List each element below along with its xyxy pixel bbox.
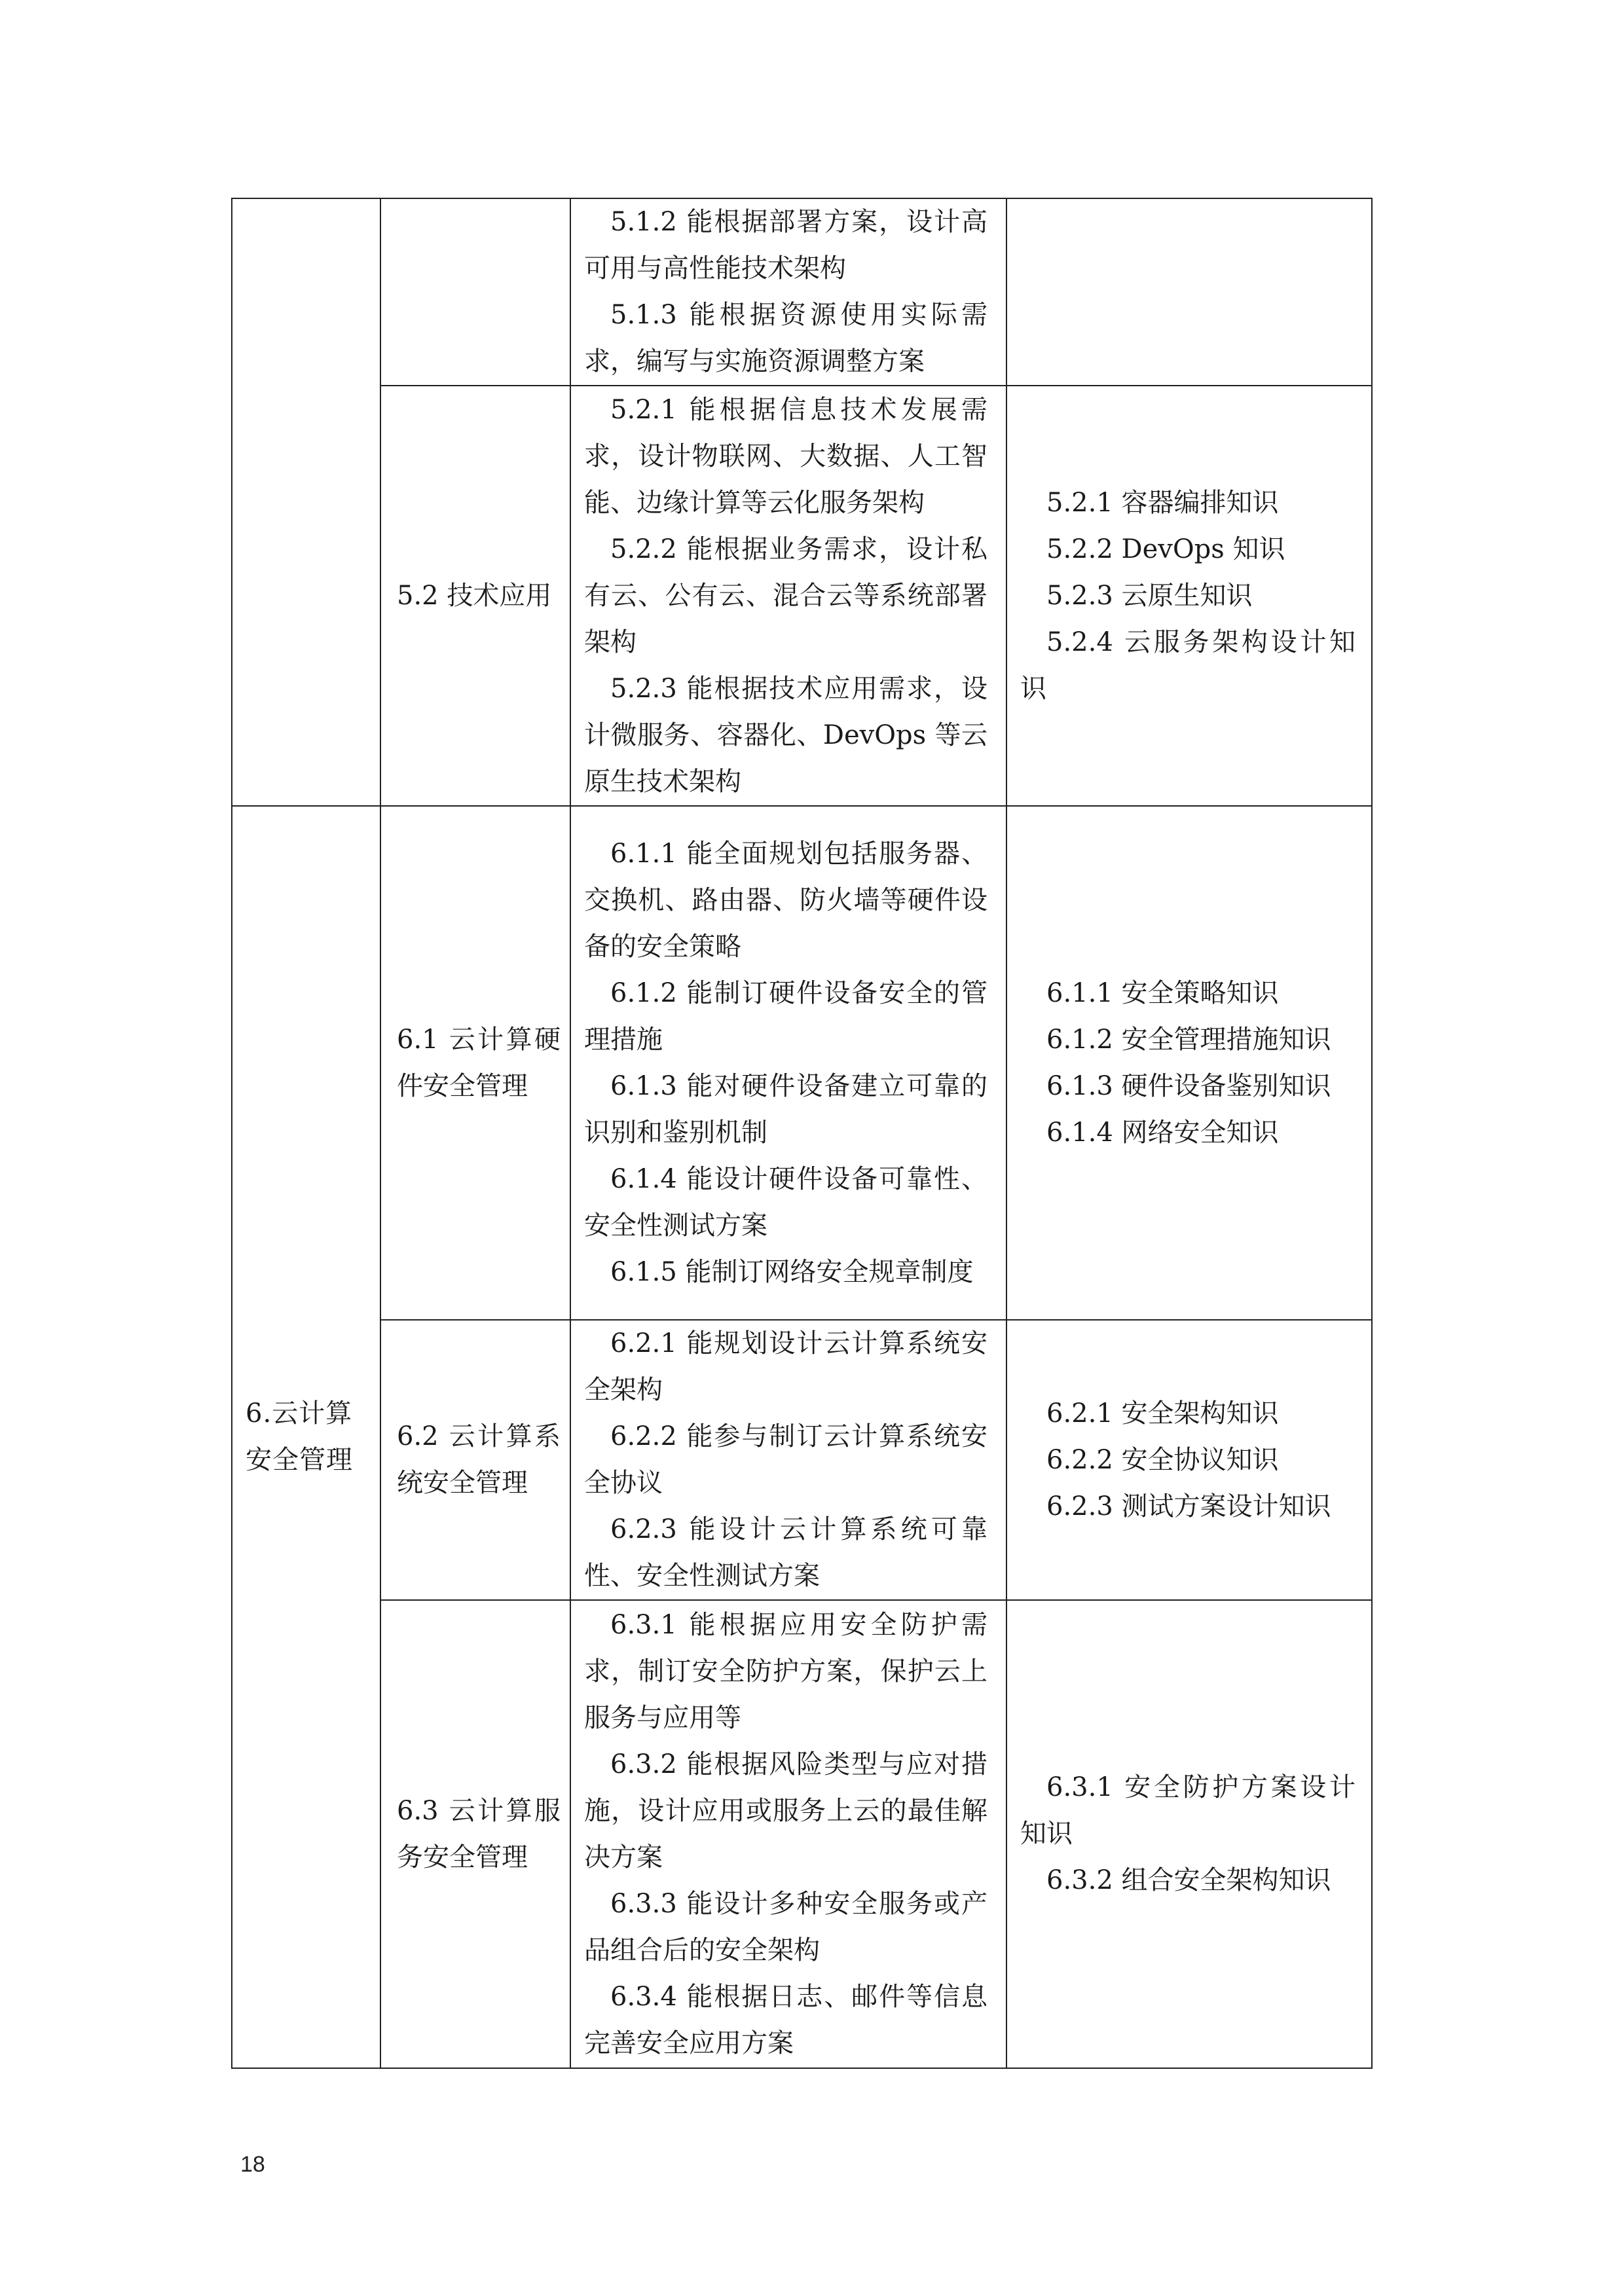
ability-item: 5.1.2 能根据部署方案，设计高可用与高性能技术架构 xyxy=(584,207,987,283)
ability-item: 6.2.2 能参与制订云计算系统安全协议 xyxy=(584,1421,987,1498)
knowledge-item: 6.1.2 安全管理措施知识 xyxy=(1046,1024,1331,1055)
category-cell xyxy=(232,198,380,806)
ability-item: 6.3.4 能根据日志、邮件等信息完善安全应用方案 xyxy=(584,1981,987,2058)
knowledge-item: 6.1.4 网络安全知识 xyxy=(1046,1117,1279,1148)
abilities-cell xyxy=(570,1600,1006,2068)
knowledge-item: 5.2.3 云原生知识 xyxy=(1046,580,1253,611)
abilities-cell xyxy=(570,386,1006,806)
knowledge-item: 6.3.1 安全防护方案设计知识 xyxy=(1020,1772,1356,1849)
ability-item: 6.3.3 能设计多种安全服务或产品组合后的安全架构 xyxy=(584,1888,987,1965)
page-number: 18 xyxy=(240,2152,265,2177)
subcategory-cell: 5.2 技术应用 xyxy=(380,386,570,806)
knowledge-item: 5.2.1 容器编排知识 xyxy=(1046,487,1279,518)
knowledge-cell xyxy=(1006,1320,1372,1600)
knowledge-cell xyxy=(1006,1600,1372,2068)
ability-item: 5.2.1 能根据信息技术发展需求，设计物联网、大数据、人工智能、边缘计算等云化服务架构 xyxy=(584,394,987,518)
table-row xyxy=(232,386,1372,806)
ability-item: 6.2.1 能规划设计云计算系统安全架构 xyxy=(584,1328,987,1405)
ability-item: 6.3.1 能根据应用安全防护需求，制订安全防护方案，保护云上服务与应用等 xyxy=(584,1609,987,1733)
knowledge-item: 6.1.3 硬件设备鉴别知识 xyxy=(1046,1070,1331,1101)
ability-item: 5.2.2 能根据业务需求，设计私有云、公有云、混合云等系统部署架构 xyxy=(584,534,987,657)
ability-item: 5.1.3 能根据资源使用实际需求，编写与实施资源调整方案 xyxy=(584,300,987,376)
knowledge-item: 6.2.2 安全协议知识 xyxy=(1046,1444,1279,1475)
knowledge-item: 5.2.4 云服务架构设计知识 xyxy=(1020,627,1356,704)
knowledge-cell xyxy=(1006,386,1372,806)
abilities-cell xyxy=(570,198,1006,386)
ability-item: 6.1.5 能制订网络安全规章制度 xyxy=(610,1256,974,1287)
knowledge-cell xyxy=(1006,806,1372,1320)
subcategory-cell xyxy=(380,198,570,386)
skills-table xyxy=(231,198,1373,2069)
ability-item: 5.2.3 能根据技术应用需求，设计微服务、容器化、DevOps 等云原生技术架构 xyxy=(584,673,987,797)
knowledge-item: 6.1.1 安全策略知识 xyxy=(1046,977,1279,1008)
abilities-cell xyxy=(570,806,1006,1320)
knowledge-item: 6.3.2 组合安全架构知识 xyxy=(1046,1865,1331,1895)
subcategory-cell: 6.2 云计算系统安全管理 xyxy=(380,1320,570,1600)
abilities-cell xyxy=(570,1320,1006,1600)
table-row xyxy=(232,198,1372,386)
table-row xyxy=(232,806,1372,1320)
category-cell: 6.云计算安全管理 xyxy=(232,806,380,2068)
knowledge-cell xyxy=(1006,198,1372,386)
ability-item: 6.1.3 能对硬件设备建立可靠的识别和鉴别机制 xyxy=(584,1070,987,1148)
subcategory-cell: 6.1 云计算硬件安全管理 xyxy=(380,806,570,1320)
table-row xyxy=(232,1320,1372,1600)
knowledge-item: 6.2.3 测试方案设计知识 xyxy=(1046,1491,1331,1522)
knowledge-item: 5.2.2 DevOps 知识 xyxy=(1046,534,1285,564)
ability-item: 6.1.2 能制订硬件设备安全的管理措施 xyxy=(584,977,987,1055)
ability-item: 6.3.2 能根据风险类型与应对措施，设计应用或服务上云的最佳解决方案 xyxy=(584,1749,987,1872)
knowledge-item: 6.2.1 安全架构知识 xyxy=(1046,1398,1279,1429)
ability-item: 6.1.1 能全面规划包括服务器、交换机、路由器、防火墙等硬件设备的安全策略 xyxy=(584,838,987,962)
table-row xyxy=(232,1600,1372,2068)
ability-item: 6.1.4 能设计硬件设备可靠性、安全性测试方案 xyxy=(584,1163,987,1241)
subcategory-cell: 6.3 云计算服务安全管理 xyxy=(380,1600,570,2068)
ability-item: 6.2.3 能设计云计算系统可靠性、安全性测试方案 xyxy=(584,1514,987,1591)
